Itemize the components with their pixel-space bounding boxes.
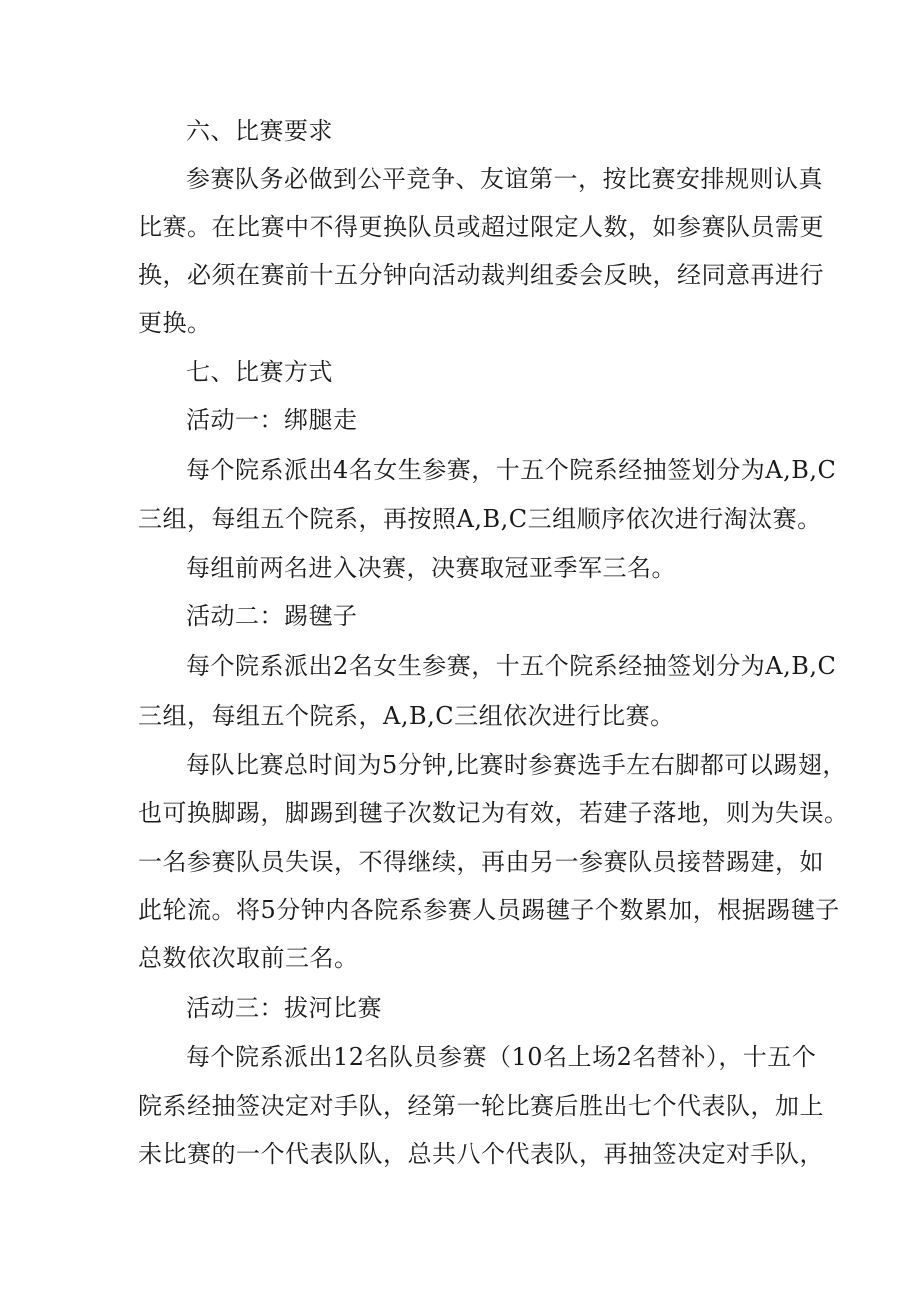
paragraph-line: 三组，每组五个院系，再按照A,B,C三组顺序依次进行淘汰赛。 [138, 505, 822, 533]
paragraph-line: 院系经抽签决定对手队，经第一轮比赛后胜出七个代表队，加上 [138, 1092, 824, 1120]
paragraph-line: 比赛。在比赛中不得更换队员或超过限定人数，如参赛队员需更 [138, 213, 824, 241]
paragraph-line: 每个院系派出2名女生参赛，十五个院系经抽签划分为A,B,C [186, 652, 837, 680]
paragraph-line: 此轮流。将5分钟内各院系参赛人员踢毽子个数累加，根据踢毽子 [138, 896, 840, 924]
activity-heading-three: 活动三：拔河比赛 [186, 994, 382, 1022]
activity-heading-two: 活动二：踢毽子 [186, 602, 358, 630]
paragraph-line: 参赛队务必做到公平竞争、友谊第一，按比赛安排规则认真 [186, 165, 823, 193]
paragraph-line: 总数依次取前三名。 [138, 944, 359, 972]
section-heading-six: 六、比赛要求 [186, 117, 333, 145]
paragraph-line: 更换。 [138, 309, 212, 337]
paragraph-line: 每个院系派出12名队员参赛（10名上场2名替补），十五个 [186, 1043, 817, 1071]
paragraph-line: 也可换脚踢，脚踢到毽子次数记为有效，若建子落地，则为失误。 [138, 799, 849, 827]
section-heading-seven: 七、比赛方式 [186, 358, 333, 386]
paragraph-line: 一名参赛队员失误，不得继续，再由另一参赛队员接替踢建，如 [138, 848, 824, 876]
paragraph-line: 三组，每组五个院系，A,B,C三组依次进行比赛。 [138, 702, 675, 730]
paragraph-line: 未比赛的一个代表队队，总共八个代表队，再抽签决定对手队， [138, 1140, 824, 1168]
paragraph-line: 每个院系派出4名女生参赛，十五个院系经抽签划分为A,B,C [186, 456, 837, 484]
activity-heading-one: 活动一：绑腿走 [186, 406, 358, 434]
paragraph-line: 每组前两名进入决赛，决赛取冠亚季军三名。 [186, 554, 676, 582]
paragraph-line: 每队比赛总时间为5分钟,比赛时参赛选手左右脚都可以踢翅， [186, 751, 847, 779]
paragraph-line: 换，必须在赛前十五分钟向活动裁判组委会反映，经同意再进行 [138, 261, 824, 289]
